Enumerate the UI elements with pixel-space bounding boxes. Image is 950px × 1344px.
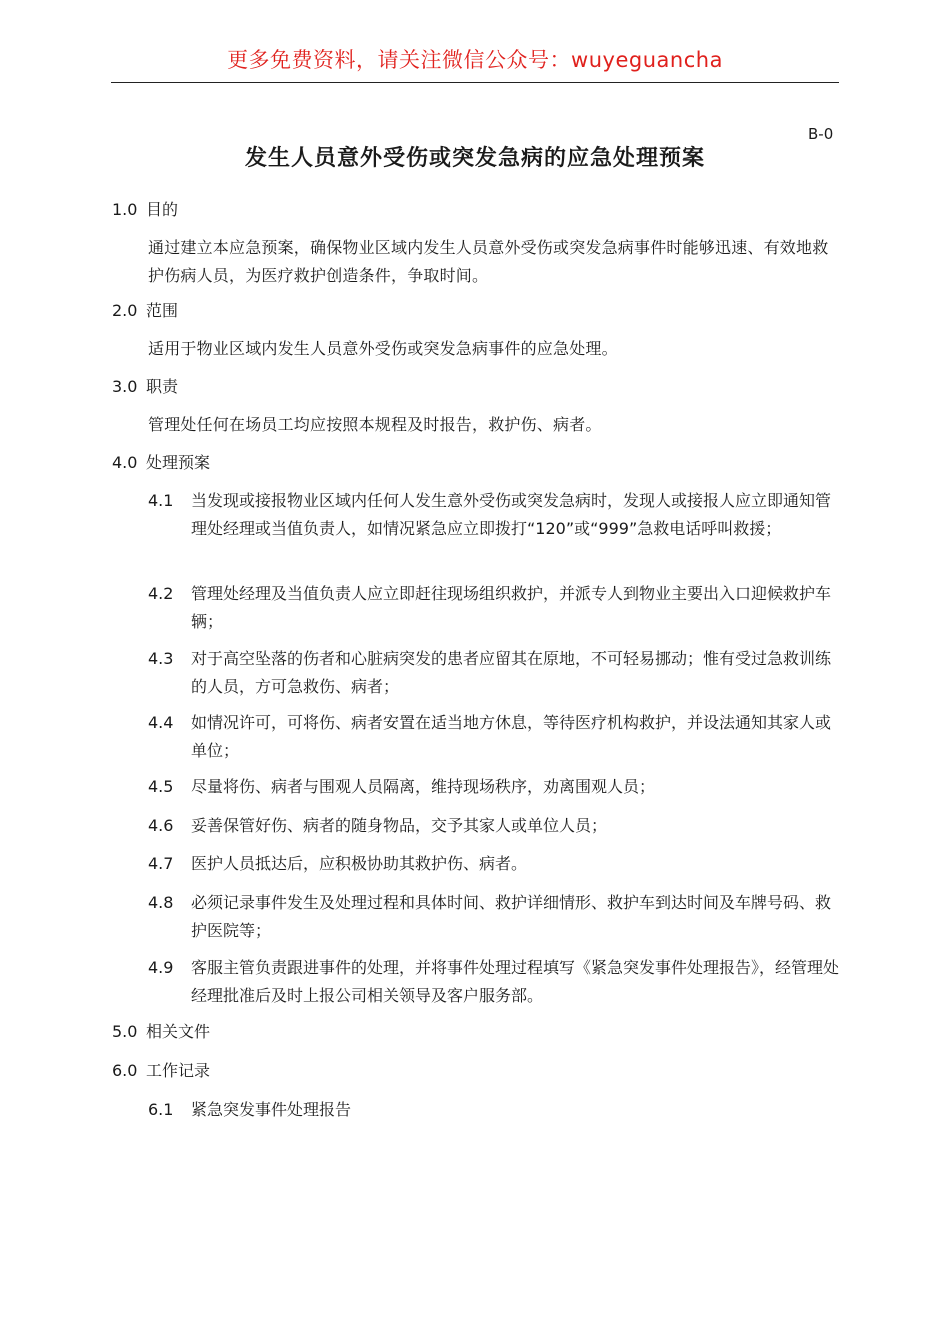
- section-body-purpose: 通过建立本应急预案，确保物业区域内发生人员意外受伤或突发急病事件时能够迅速、有效地救护伤病人员，为医疗救护创造条件，争取时间。: [148, 238, 829, 285]
- section-number: 4.0: [112, 453, 138, 472]
- item-text: 当发现或接报物业区域内任何人发生意外受伤或突发急病时，发现人或接报人应立即通知管理处经理或当值负责人，如情况紧急应立即拨打“120”或“999”急救电话呼叫救援；: [191, 491, 832, 538]
- item-number: 4.9: [148, 958, 174, 977]
- item-text: 医护人员抵达后，应积极协助其救护伤、病者。: [191, 854, 528, 873]
- procedure-item: [148, 487, 840, 543]
- header-divider: [111, 82, 839, 83]
- item-text: 妥善保管好伤、病者的随身物品，交予其家人或单位人员；: [191, 816, 608, 835]
- procedure-item: [148, 773, 840, 801]
- section-label: 范围: [146, 301, 179, 320]
- procedure-item: [148, 850, 840, 878]
- item-text: 管理处经理及当值负责人应立即赶往现场组织救护，并派专人到物业主要出入口迎候救护车辆；: [191, 584, 832, 631]
- item-number: 4.7: [148, 854, 174, 873]
- document-code: B-0: [808, 125, 834, 143]
- item-number: 4.5: [148, 777, 174, 796]
- section-heading-scope: [112, 297, 178, 325]
- promo-banner: 更多免费资料，请关注微信公众号：wuyeguancha: [227, 48, 723, 72]
- section-label: 处理预案: [146, 453, 211, 472]
- procedure-item: [148, 709, 840, 765]
- item-text: 尽量将伤、病者与围观人员隔离，维持现场秩序，劝离围观人员；: [191, 777, 656, 796]
- record-item: [148, 1096, 840, 1124]
- item-text: 客服主管负责跟进事件的处理，并将事件处理过程填写《紧急突发事件处理报告》，经管理处经理批准后及时上报公司相关领导及客户服务部。: [191, 958, 840, 1005]
- section-body-responsibility: 管理处任何在场员工均应按照本规程及时报告，救护伤、病者。: [148, 415, 602, 434]
- procedure-item: [148, 645, 840, 701]
- item-text: 如情况许可，可将伤、病者安置在适当地方休息，等待医疗机构救护，并设法通知其家人或单位；: [191, 713, 832, 760]
- section-label: 职责: [146, 377, 179, 396]
- section-number: 6.0: [112, 1061, 138, 1080]
- section-heading-related-docs: [112, 1018, 210, 1046]
- section-heading-procedure: [112, 449, 210, 477]
- section-label: 目的: [146, 200, 179, 219]
- section-number: 5.0: [112, 1022, 138, 1041]
- item-number: 4.1: [148, 491, 174, 510]
- item-number: 6.1: [148, 1100, 174, 1119]
- section-label: 相关文件: [146, 1022, 211, 1041]
- procedure-item: [148, 580, 840, 636]
- section-heading-responsibility: [112, 373, 178, 401]
- item-text: 对于高空坠落的伤者和心脏病突发的患者应留其在原地，不可轻易挪动；惟有受过急救训练的人员，方可急救伤、病者；: [191, 649, 832, 696]
- section-number: 2.0: [112, 301, 138, 320]
- item-text: 紧急突发事件处理报告: [191, 1100, 352, 1119]
- item-number: 4.6: [148, 816, 174, 835]
- item-number: 4.8: [148, 893, 174, 912]
- section-heading-records: [112, 1057, 210, 1085]
- procedure-item: [148, 954, 840, 1010]
- section-number: 3.0: [112, 377, 138, 396]
- section-body-scope: 适用于物业区域内发生人员意外受伤或突发急病事件的应急处理。: [148, 339, 618, 358]
- section-label: 工作记录: [146, 1061, 211, 1080]
- item-number: 4.3: [148, 649, 174, 668]
- page-title: 发生人员意外受伤或突发急病的应急处理预案: [244, 146, 705, 171]
- item-text: 必须记录事件发生及处理过程和具体时间、救护详细情形、救护车到达时间及车牌号码、救护医院等；: [191, 893, 832, 940]
- procedure-item: [148, 812, 840, 840]
- section-number: 1.0: [112, 200, 138, 219]
- section-heading-purpose: [112, 196, 178, 224]
- item-number: 4.4: [148, 713, 174, 732]
- item-number: 4.2: [148, 584, 174, 603]
- procedure-item: [148, 889, 840, 945]
